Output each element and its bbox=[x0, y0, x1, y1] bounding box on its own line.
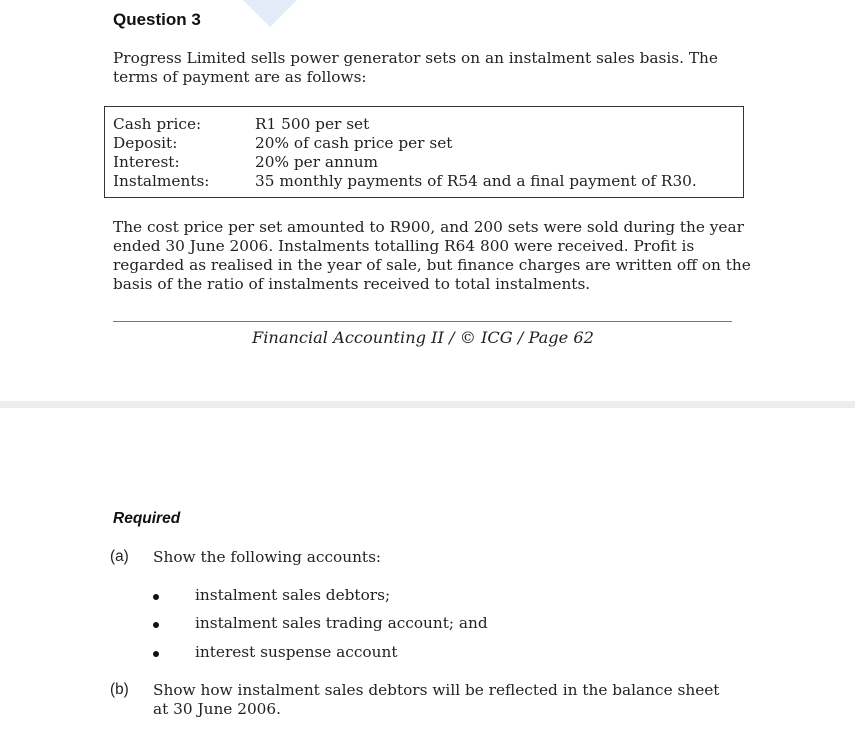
item-letter-b: (b) bbox=[110, 681, 129, 698]
terms-label: Deposit: bbox=[113, 134, 178, 152]
terms-row-instalments bbox=[113, 172, 697, 191]
bullet-icon bbox=[153, 651, 159, 657]
page-break bbox=[0, 401, 855, 408]
bullet-item: instalment sales trading account; and bbox=[195, 614, 488, 632]
item-text-a: Show the following accounts: bbox=[153, 548, 382, 566]
terms-value: 35 monthly payments of R54 and a final payment of R30. bbox=[255, 172, 697, 190]
bullet-item: interest suspense account bbox=[195, 643, 398, 661]
watermark-shape bbox=[239, 0, 301, 27]
terms-value: 20% of cash price per set bbox=[255, 134, 453, 152]
question-title: Question 3 bbox=[113, 10, 201, 29]
terms-label: Interest: bbox=[113, 153, 180, 171]
terms-row-interest bbox=[113, 153, 378, 172]
intro-paragraph: Progress Limited sells power generator sets on an instalment sales basis. The terms of payment are as follows: bbox=[113, 49, 718, 86]
terms-label: Cash price: bbox=[113, 115, 202, 133]
cost-paragraph: The cost price per set amounted to R900, and 200 sets were sold during the year ended 30 June 2006. Instalments totalling R64 800 were received. Profit is regarded as realised in the year of sale, but finance charges are written off on the basis of the ratio of instalments received to total instalments. bbox=[113, 218, 751, 293]
required-heading: Required bbox=[113, 510, 181, 527]
terms-row-deposit bbox=[113, 134, 452, 153]
payment-terms-box bbox=[104, 106, 744, 198]
page-footer: Financial Accounting II / © ICG / Page 62 bbox=[252, 328, 594, 347]
bullet-item: instalment sales debtors; bbox=[195, 586, 391, 604]
terms-row-cash-price bbox=[113, 115, 369, 134]
bullet-icon bbox=[153, 622, 159, 628]
bullet-icon bbox=[153, 594, 159, 600]
item-letter-a: (a) bbox=[110, 548, 129, 565]
terms-label: Instalments: bbox=[113, 172, 210, 190]
item-text-b: Show how instalment sales debtors will be reflected in the balance sheet at 30 June 2006. bbox=[153, 681, 720, 718]
terms-value: R1 500 per set bbox=[255, 115, 370, 133]
terms-value: 20% per annum bbox=[255, 153, 379, 171]
footer-divider bbox=[113, 321, 732, 322]
